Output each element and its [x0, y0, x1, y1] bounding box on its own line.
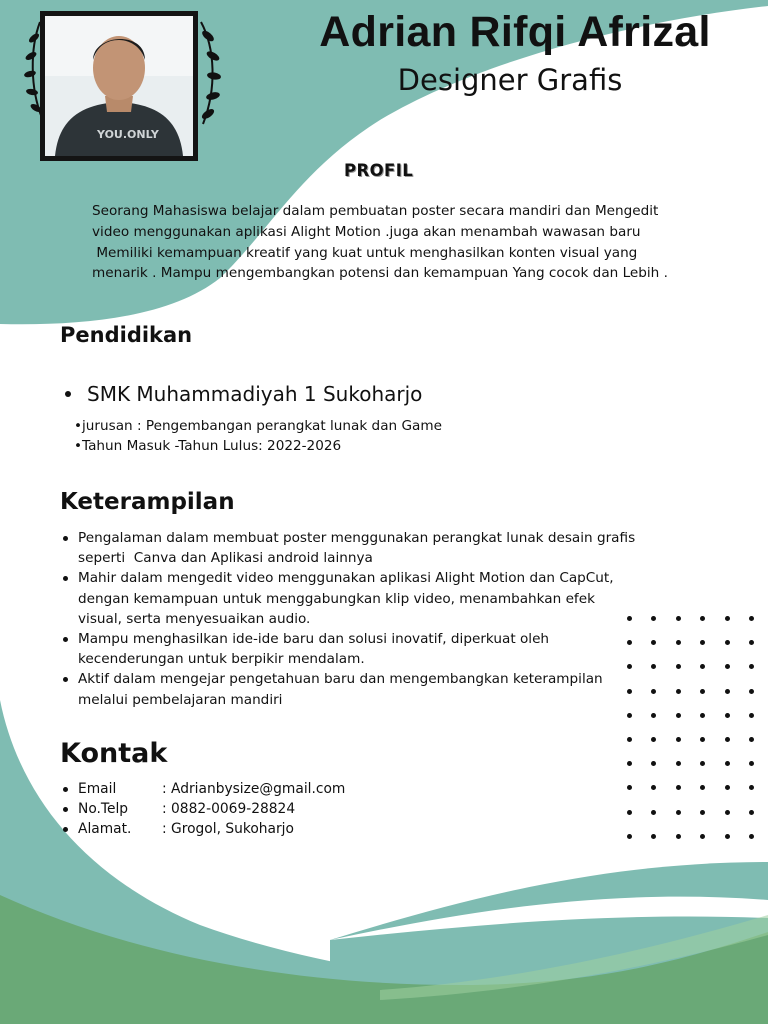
skill-line: dengan kemampuan untuk menggabungkan klip video, menambahkan efek: [78, 590, 595, 607]
svg-text:YOU.ONLY: YOU.ONLY: [97, 128, 159, 141]
profile-photo: [40, 11, 198, 161]
grid-dot: [749, 810, 754, 815]
grid-dot: [676, 664, 681, 669]
skill-line: seperti Canva dan Aplikasi android lainnya: [78, 550, 373, 567]
grid-dot: [749, 785, 754, 790]
grid-dot: [676, 810, 681, 815]
grid-dot: [651, 640, 656, 645]
grid-dot: [700, 689, 705, 694]
grid-dot: [651, 834, 656, 839]
grid-dot: [700, 785, 705, 790]
grid-dot: [725, 834, 730, 839]
grid-dot: [749, 689, 754, 694]
person-name: Adrian Rifqi Afrizal: [319, 8, 711, 56]
contact-list: [60, 779, 345, 840]
skill-line: Pengalaman dalam membuat poster menggunakan perangkat lunak desain grafis: [78, 530, 636, 546]
grid-dot: [725, 761, 730, 766]
profile-line: menarik . Mampu mengembangkan potensi dan kemampuan Yang cocok dan Lebih .: [92, 265, 668, 282]
school-entry: [60, 382, 422, 406]
skill-line: melalui pembelajaran mandiri: [78, 691, 283, 708]
grid-dot: [676, 713, 681, 718]
profile-line: Seorang Mahasiswa belajar dalam pembuatan poster secara mandiri dan Mengedit: [92, 203, 659, 219]
address-value: : Grogol, Sukoharjo: [162, 821, 294, 838]
job-title: Designer Grafis: [397, 63, 623, 97]
grid-dot: [651, 785, 656, 790]
dot-grid-decoration: [621, 610, 761, 840]
profile-title: PROFIL: [344, 161, 414, 180]
school-years: •Tahun Masuk -Tahun Lulus: 2022-2026: [74, 438, 342, 454]
grid-dot: [627, 810, 632, 815]
grid-dot: [700, 616, 705, 621]
profile-line: video menggunakan aplikasi Alight Motion .juga akan menambah wawasan baru: [92, 223, 641, 240]
grid-dot: [676, 616, 681, 621]
grid-dot: [676, 689, 681, 694]
grid-dot: [700, 761, 705, 766]
grid-dot: [627, 640, 632, 645]
school-major: •jurusan : Pengembangan perangkat lunak dan Game: [74, 418, 442, 434]
grid-dot: [651, 664, 656, 669]
grid-dot: [725, 737, 730, 742]
grid-dot: [725, 640, 730, 645]
grid-dot: [651, 713, 656, 718]
grid-dot: [725, 616, 730, 621]
grid-dot: [651, 761, 656, 766]
skill-item: [60, 669, 660, 709]
grid-dot: [676, 785, 681, 790]
grid-dot: [627, 664, 632, 669]
grid-dot: [749, 664, 754, 669]
grid-dot: [700, 640, 705, 645]
grid-dot: [700, 737, 705, 742]
contact-label: Alamat.: [78, 821, 132, 838]
grid-dot: [627, 689, 632, 694]
profile-description: [92, 201, 722, 284]
education-title: Pendidikan: [60, 323, 193, 347]
skill-item: [60, 629, 660, 669]
person-silhouette: [45, 16, 193, 156]
contact-email: [60, 779, 345, 799]
grid-dot: [676, 640, 681, 645]
contact-address: [60, 819, 345, 839]
grid-dot: [676, 834, 681, 839]
grid-dot: [749, 737, 754, 742]
grid-dot: [700, 810, 705, 815]
bullet-icon: [65, 391, 71, 397]
grid-dot: [725, 713, 730, 718]
skill-line: visual, serta menyesuaikan audio.: [78, 610, 311, 627]
laurel-right-icon: [195, 18, 225, 128]
skills-title: Keterampilan: [60, 489, 235, 515]
contact-phone: [60, 799, 345, 819]
grid-dot: [627, 785, 632, 790]
grid-dot: [627, 834, 632, 839]
grid-dot: [676, 761, 681, 766]
grid-dot: [725, 785, 730, 790]
skill-item: [60, 528, 660, 568]
skill-line: Mampu menghasilkan ide-ide baru dan solusi inovatif, diperkuat oleh: [78, 631, 550, 648]
grid-dot: [700, 713, 705, 718]
grid-dot: [627, 713, 632, 718]
grid-dot: [627, 616, 632, 621]
grid-dot: [700, 664, 705, 669]
grid-dot: [676, 737, 681, 742]
contact-label: No.Telp: [78, 801, 129, 818]
grid-dot: [725, 689, 730, 694]
grid-dot: [749, 713, 754, 718]
grid-dot: [749, 834, 754, 839]
contact-title: Kontak: [60, 738, 168, 769]
grid-dot: [651, 689, 656, 694]
grid-dot: [700, 834, 705, 839]
skill-line: kecenderungan untuk berpikir mendalam.: [78, 651, 365, 668]
email-value: : Adrianbysize@gmail.com: [162, 781, 346, 797]
grid-dot: [749, 761, 754, 766]
skills-list: [60, 528, 660, 710]
grid-dot: [749, 640, 754, 645]
school-name: SMK Muhammadiyah 1 Sukoharjo: [87, 382, 423, 406]
grid-dot: [725, 664, 730, 669]
phone-value: : 0882-0069-28824: [162, 801, 296, 818]
skill-line: Aktif dalam mengejar pengetahuan baru dan mengembangkan keterampilan: [78, 671, 603, 688]
profile-line: Memiliki kemampuan kreatif yang kuat untuk menghasilkan konten visual yang: [92, 244, 638, 261]
grid-dot: [749, 616, 754, 621]
skill-item: [60, 568, 660, 629]
grid-dot: [725, 810, 730, 815]
grid-dot: [651, 810, 656, 815]
skill-line: Mahir dalam mengedit video menggunakan aplikasi Alight Motion dan CapCut,: [78, 570, 614, 587]
grid-dot: [651, 616, 656, 621]
grid-dot: [651, 737, 656, 742]
grid-dot: [627, 737, 632, 742]
grid-dot: [627, 761, 632, 766]
contact-label: Email: [78, 781, 117, 797]
